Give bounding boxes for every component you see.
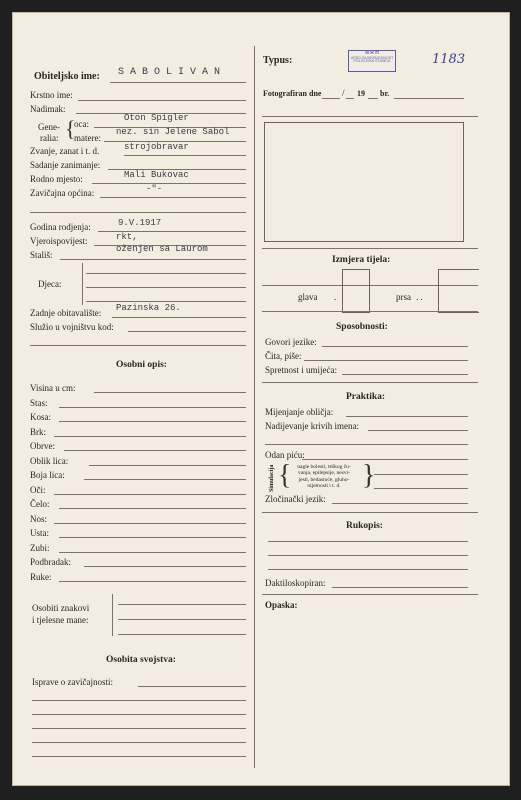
first-name-label: Krstno ime: [30, 90, 73, 100]
head-label: glava [298, 292, 318, 302]
description-field-line [59, 552, 246, 553]
military-label: Služio u vojništvu kod: [30, 322, 114, 332]
home-municipality-label: Zavičajna općina: [30, 188, 95, 198]
description-field-line [94, 392, 246, 393]
description-field-label: Čelo: [30, 499, 50, 509]
description-field-label: Ruke: [30, 571, 52, 582]
birthplace-value: Mali Bukovac [124, 170, 189, 180]
description-field-line [84, 479, 246, 480]
description-field-line [59, 508, 246, 509]
description-field-label: Podbradak: [30, 557, 71, 567]
fingerprinted-label: Daktiloskopiran: [265, 578, 326, 588]
type-label: Typus: [263, 55, 293, 66]
description-field-line [59, 421, 246, 422]
simulation-text: nagle bolesti, teškog ču- vanja, epilepsije, nesvi- jesti, bedastoće, gluho- nijemosti i t. d. [297, 464, 351, 489]
description-field-label: Brk: [30, 426, 47, 437]
column-divider [254, 46, 255, 768]
simulation-label: Simulacija [269, 464, 275, 492]
children-label: Djeca: [38, 279, 62, 289]
marks-label-2: i tjelesne mane: [32, 615, 89, 625]
nickname-label: Nadimak: [30, 104, 66, 114]
description-field-line [54, 436, 246, 437]
brace: { [65, 116, 76, 141]
generalia-label-2: ralia: [40, 133, 59, 143]
description-field-label: Kosa: [30, 412, 51, 422]
mother-label: matere: [74, 133, 101, 143]
photo-year-label: 19 [357, 89, 365, 98]
read-write-label: Čita, piše: [265, 351, 302, 361]
abilities-title: Sposobnosti: [336, 322, 388, 332]
description-field-line [54, 523, 246, 524]
description-field-label: Boja lica: [30, 470, 65, 480]
record-card: Obiteljsko ime: S A B O L I V A N Krstno ime: Nadimak: Gene- ralia: { oca: Oton Spigler matere: nez. sin Jelene Sabol Zvanje, zanat i t. d. strojobravar Sadanje zanimanje: Rodno mjesto: Mali Bukovac Zavičajna općina: -"- Godina rodjenja: 9.V.1917 Vjeroispovijest: rkt, Stališ: oženjen sa Laurom Djeca: Zadnje obitavalište: Pazinska 26. Služio u vojništvu kod: Osobni opis: Visina u cm: Stas: Kosa: Brk: Obrve: Oblik lica: Boja lica: Oči: Čelo: Nos: Usta: Zubi: Podbradak: Ruke: Osobiti znakovi i tjelesne mane: Osobita svojstva: Isprave o zavičajnosti: Typus: N R H URED ZA BEZBJEDNOST POLICIJSKA STANICA 1183 Fotografiran dne / 19 br. Izmjera tijela: glava . prsa . . Sposobnosti: Govori jezike: Čita, piše: Spretnost i umijeća: Praktika: Mijenjanje obličja: Nadijevanje krivih imena: Odan piću: Simulacija { nagle bolesti, teškog ču- vanja, epilepsije, nesvi- jesti, bedastoće, gluho- nijemosti i t. d. } Zločinački jezik: Rukopis: Daktiloskopiran: Opaska: [12, 12, 510, 786]
measurement-title: Izmjera tijela: [332, 255, 391, 265]
description-field-line [54, 494, 246, 495]
mother-value: nez. sin Jelene Sabol [116, 127, 230, 137]
photo-box [264, 122, 464, 242]
status-label: Stališ: [30, 250, 53, 260]
occupation-value: strojobravar [124, 142, 189, 152]
description-field-label: Obrve: [30, 441, 55, 451]
description-field-label: Zubi: [30, 542, 50, 553]
remark-label: Opaska: [265, 600, 298, 610]
skills-label: Spretnost i umijeća: [265, 365, 337, 375]
description-field-line [89, 465, 246, 466]
surname-label: Obiteljsko ime: [34, 71, 100, 82]
birth-year-value: 9.V.1917 [118, 218, 162, 228]
home-municipality-value: -"- [146, 184, 163, 194]
status-value: oženjen sa Laurom [116, 244, 208, 254]
description-field-label: Oči: [30, 484, 46, 495]
handwriting-title: Rukopis: [346, 521, 383, 531]
description-field-label: Nos: [30, 513, 48, 524]
surname-value: S A B O L I V A N [118, 67, 221, 78]
chest-label: prsa [396, 292, 411, 302]
criminal-language-label: Zločinački jezik: [265, 494, 326, 504]
marks-label: Osobiti znakovi [32, 603, 90, 613]
personal-description-title: Osobni opis: [116, 360, 167, 370]
last-residence-label: Zadnje obitavalište: [30, 308, 102, 318]
religion-value: rkt, [116, 232, 138, 242]
home-documents-label: Isprave o zavičajnosti: [32, 677, 113, 687]
birth-year-label: Godina rodjenja: [30, 222, 91, 232]
description-field-line [64, 450, 246, 451]
birthplace-label: Rodno mjesto: [30, 174, 83, 184]
photographed-label: Fotografiran dne [263, 89, 322, 98]
document-number: 1183 [432, 52, 466, 67]
description-field-line [59, 537, 246, 538]
police-stamp: N R H URED ZA BEZBJEDNOST POLICIJSKA STANICA [348, 50, 396, 72]
languages-label: Govori jezike: [265, 337, 317, 347]
description-field-label: Usta: [30, 528, 49, 538]
current-occupation-label: Sadanje zanimanje: [30, 160, 101, 170]
description-field-label: Stas: [30, 397, 48, 408]
father-label: oca: [74, 119, 89, 129]
practice-title: Praktika: [346, 392, 386, 402]
false-names-label: Nadijevanje krivih imena: [265, 421, 359, 431]
religion-label: Vjeroispovijest: [30, 236, 88, 246]
description-field-line [59, 407, 246, 408]
description-field-line [59, 581, 246, 582]
face-change-label: Mijenjanje obličja: [265, 407, 334, 417]
description-field-label: Oblik lica: [30, 455, 69, 466]
father-value: Oton Spigler [124, 113, 189, 123]
last-residence-value: Pazinska 26. [116, 303, 181, 313]
generalia-label: Gene- [38, 122, 60, 132]
occupation-label: Zvanje, zanat i t. d. [30, 146, 100, 156]
photo-number-label: br. [380, 89, 390, 98]
drink-label: Odan piću: [265, 450, 305, 460]
description-field-line [84, 566, 246, 567]
traits-title: Osobita svojstva: [106, 655, 176, 665]
description-field-label: Visina u cm: [30, 383, 76, 393]
